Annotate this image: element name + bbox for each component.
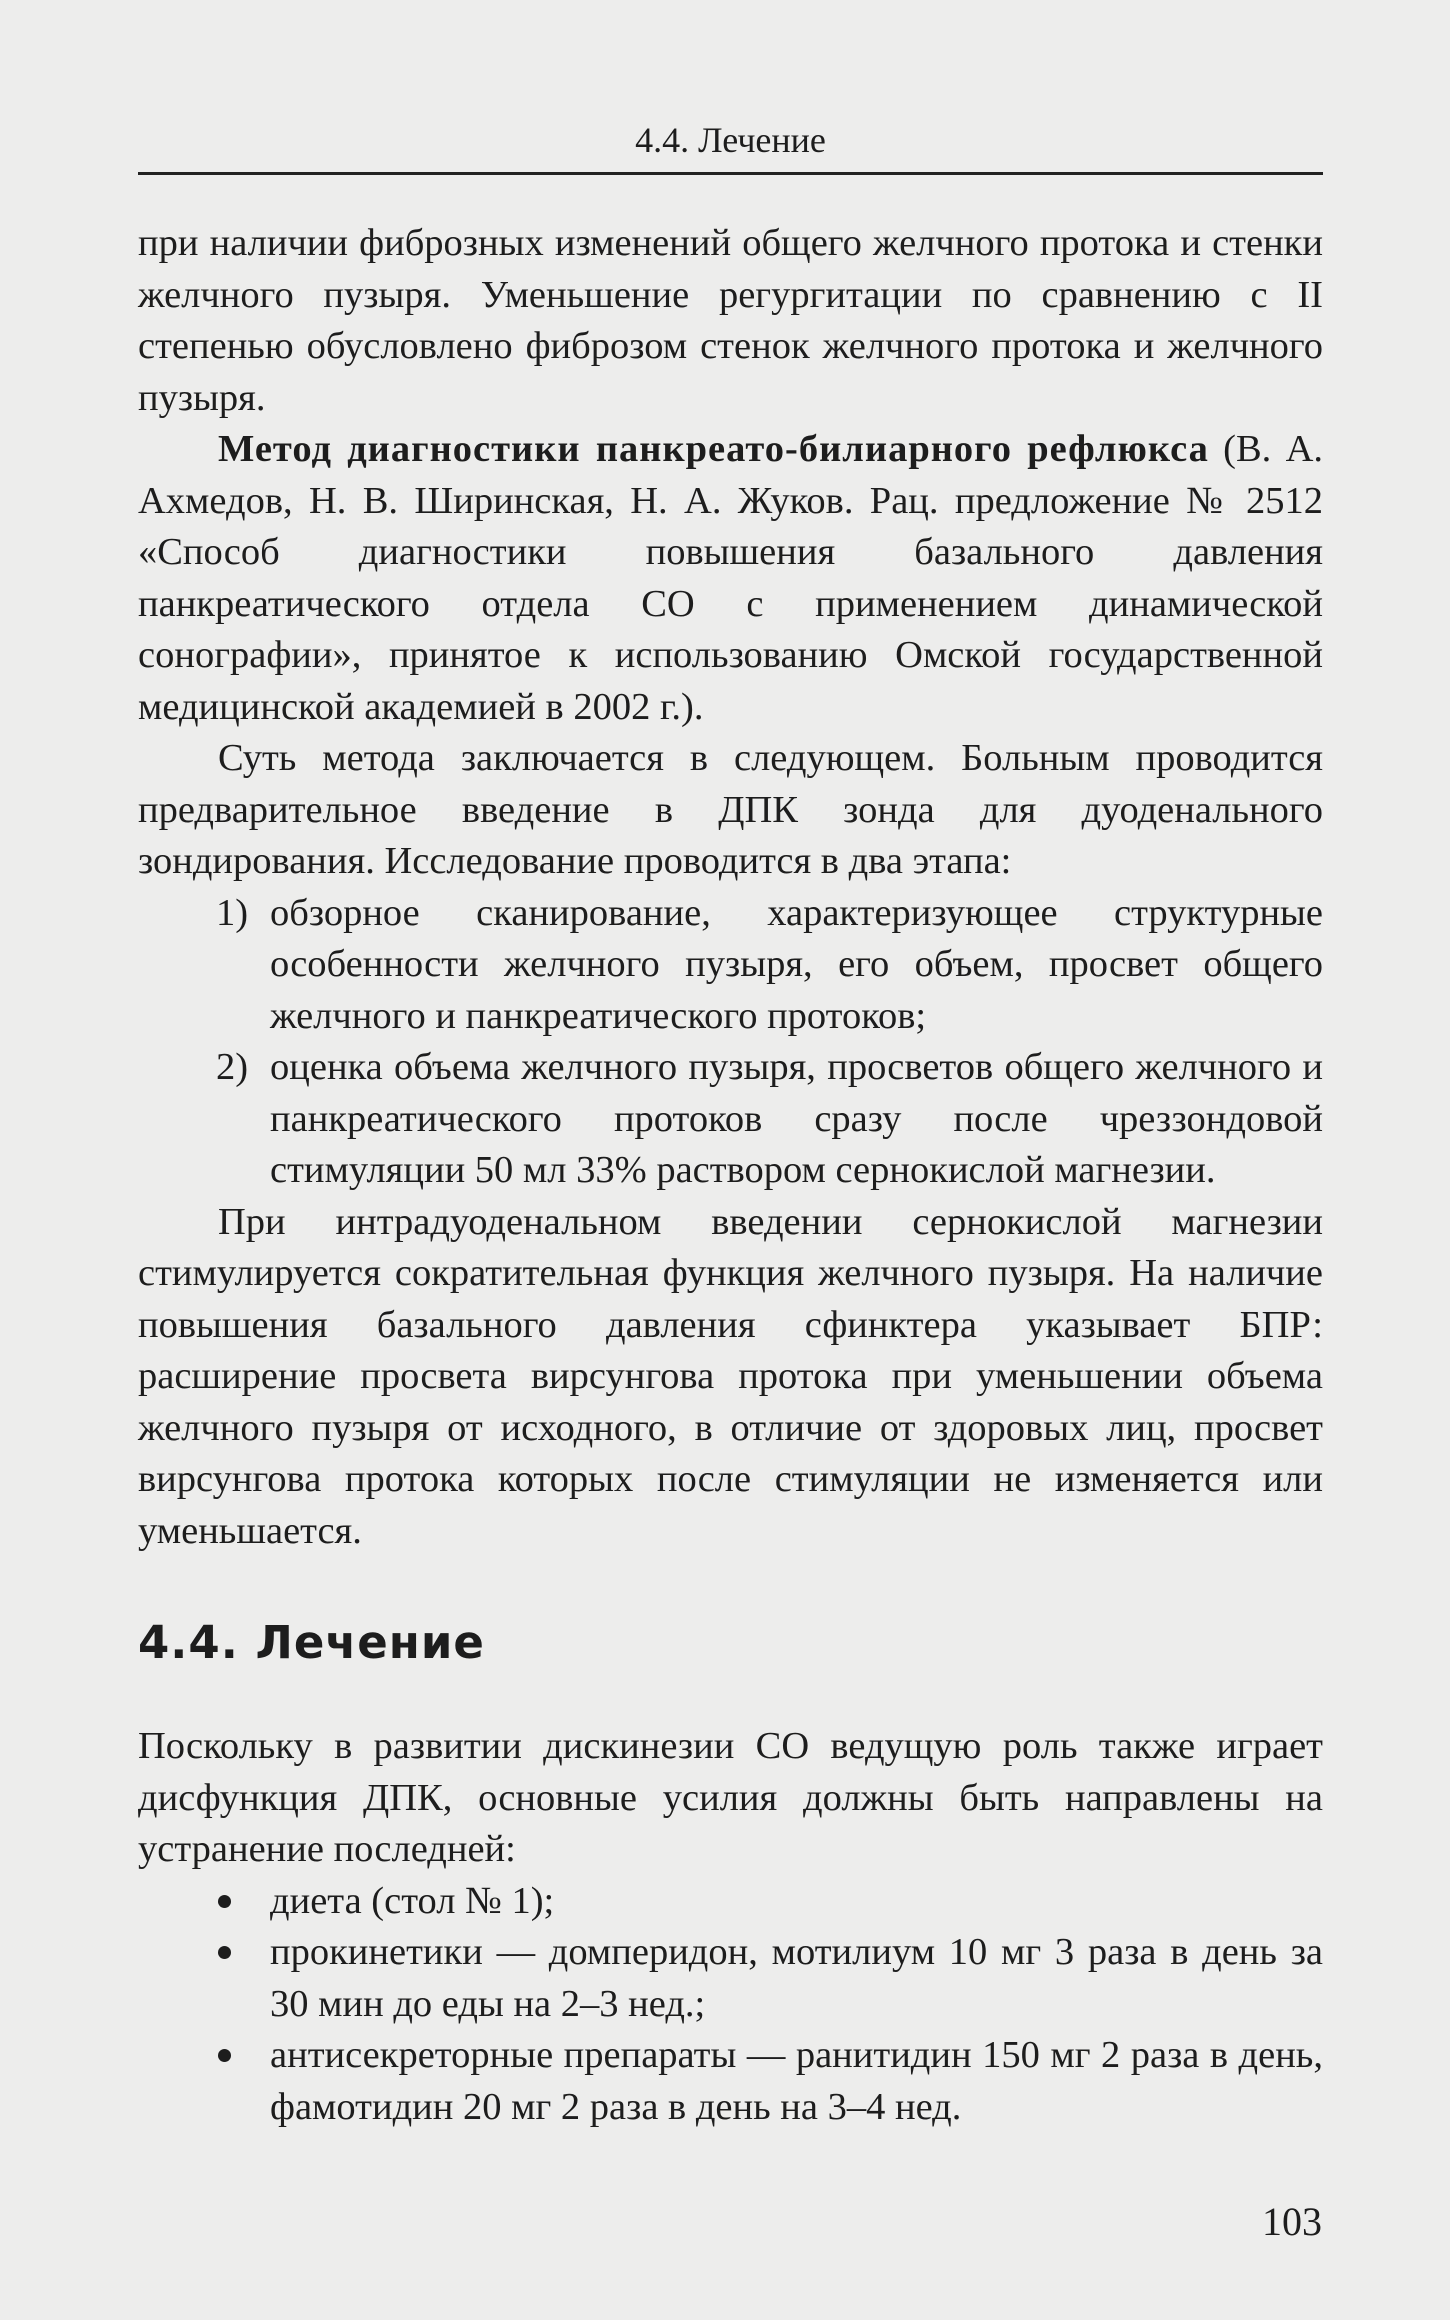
treatment-item: [138, 1876, 1323, 1928]
page-body: [138, 218, 1323, 2133]
bullet-icon: [218, 1946, 231, 1959]
header-rule: [138, 172, 1323, 175]
treatment-list: [138, 1876, 1323, 2134]
treatment-text: прокинетики — домперидон, мотилиум 10 мг 3 раза в день за 30 мин до еды на 2–3 нед.;: [270, 1931, 1323, 2025]
running-header: 4.4. Лечение: [635, 120, 826, 160]
bullet-icon: [218, 1895, 231, 1908]
stage-text: обзорное сканирование, характеризующее структурные особенности желчного пузыря, его объем, просвет общего желчного и панкреатического протоков;: [270, 891, 1323, 1037]
paragraph-continuation: при наличии фиброзных изменений общего желчного протока и стенки желчного пузыря. Уменьшение регургитации по сравнению с II степенью обусловлено фиброзом стенок желчного протока и желчного пузыря.: [138, 222, 1323, 419]
paragraph-interpretation: При интрадуоденальном введении сернокислой магнезии стимулируется сократительная функция желчного пузыря. На наличие повышения базального давления сфинктера указывает БПР: расширение просвета вирсунгова протока при уменьшении объема желчного пузыря от исходного, в отличие от здоровых лиц, просвет вирсунгова протока которых после стимуляции не изменяется или уменьшается.: [138, 1200, 1323, 1552]
treatment-text: антисекреторные препараты — ранитидин 150 мг 2 раза в день, фамотидин 20 мг 2 раза в день на 3–4 нед.: [270, 2034, 1323, 2128]
paragraph-method-essence: Суть метода заключается в следующем. Больным проводится предварительное введение в ДПК зонда для дуоденального зондирования. Исследование проводится в два этапа:: [138, 737, 1323, 882]
bullet-icon: [218, 2049, 231, 2062]
stage-item-2: [138, 1042, 1323, 1197]
page-number: 103: [1262, 2199, 1322, 2244]
stage-number: 2): [216, 1046, 249, 1088]
stage-text: оценка объема желчного пузыря, просветов общего желчного и панкреатического протоков сразу после чреззондовой стимуляции 50 мл 33% раствором сернокислой магнезии.: [270, 1046, 1323, 1191]
stages-list: [138, 888, 1323, 1197]
stage-item-1: [138, 888, 1323, 1043]
treatment-item: [138, 2030, 1323, 2133]
paragraph-treatment-intro: Поскольку в развитии дискинезии СО ведущую роль также играет дисфункция ДПК, основные усилия должны быть направлены на устранение последней:: [138, 1725, 1323, 1870]
treatment-item: [138, 1927, 1323, 2030]
method-citation: (В. А. Ахмедов, Н. В. Ширинская, Н. А. Жуков. Рац. предложение № 2512 «Способ диагностики повышения базального давления панкреатического отдела СО с применением динамической сонографии», принятое к использованию Омской государственной медицинской академией в 2002 г.).: [138, 428, 1324, 728]
treatment-text: диета (стол № 1);: [270, 1879, 555, 1922]
paragraph-method: [138, 424, 1323, 733]
section-title: 4.4. Лечение: [138, 1616, 485, 1669]
stage-number: 1): [216, 891, 249, 934]
method-title: Метод диагностики панкреато-билиарного рефлюкса: [218, 428, 1209, 470]
